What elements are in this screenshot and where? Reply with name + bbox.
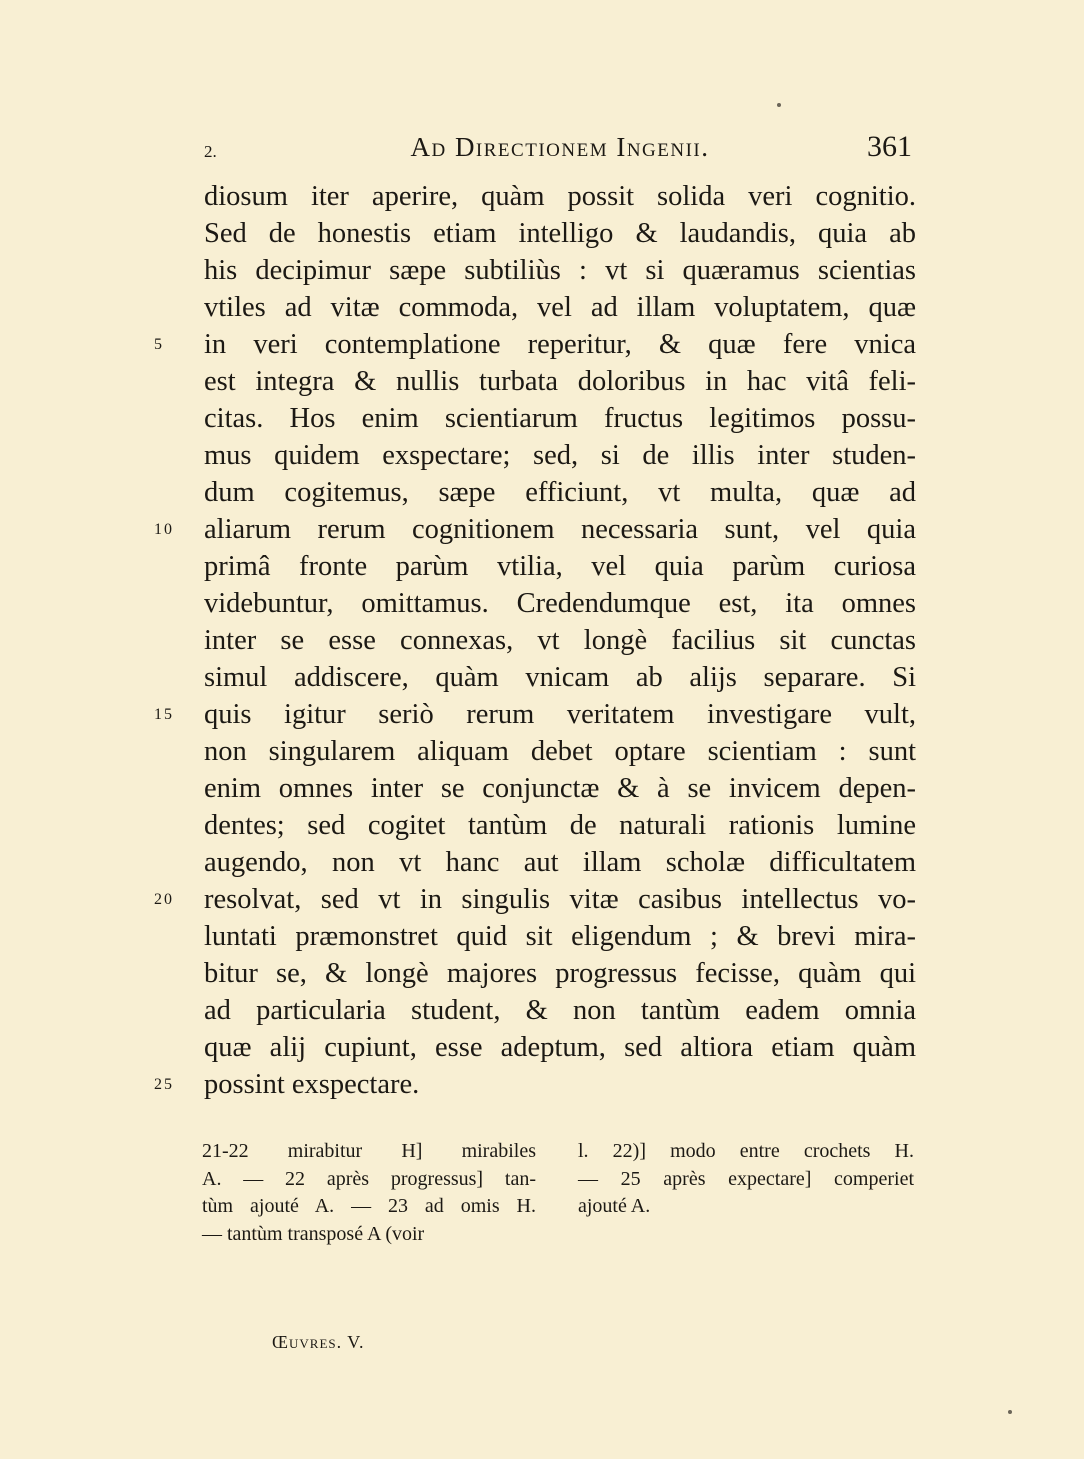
line-number: 10 bbox=[154, 521, 174, 538]
text-line bbox=[204, 585, 916, 622]
text-line bbox=[204, 548, 916, 585]
line-text: resolvat, sed vt in singulis vitæ casibus intellectus vo- bbox=[204, 884, 916, 915]
text-line bbox=[204, 955, 916, 992]
text-line bbox=[204, 770, 916, 807]
text-line bbox=[204, 252, 916, 289]
line-number: 25 bbox=[154, 1076, 174, 1093]
text-line bbox=[204, 363, 916, 400]
page-number: 361 bbox=[867, 130, 912, 163]
line-text: simul addiscere, quàm vnicam ab alijs separare. Si bbox=[204, 662, 916, 693]
text-line bbox=[204, 289, 916, 326]
text-line bbox=[204, 918, 916, 955]
body-text bbox=[154, 178, 916, 1103]
line-text: videbuntur, omittamus. Credendumque est, ita omnes bbox=[204, 588, 916, 619]
line-text: dentes; sed cogitet tantùm de naturali rationis lumine bbox=[204, 810, 916, 841]
line-text: vtiles ad vitæ commoda, vel ad illam voluptatem, quæ bbox=[204, 292, 916, 323]
line-number: 5 bbox=[154, 336, 164, 353]
text-line bbox=[204, 1029, 916, 1066]
line-text: mus quidem exspectare; sed, si de illis inter studen- bbox=[204, 440, 916, 471]
line-text: luntati præmonstret quid sit eligendum ; & brevi mira- bbox=[204, 921, 916, 952]
footnotes-right-column bbox=[578, 1138, 914, 1221]
text-line bbox=[204, 622, 916, 659]
text-line bbox=[204, 215, 916, 252]
text-line bbox=[154, 326, 916, 363]
line-text: citas. Hos enim scientiarum fructus legitimos possu- bbox=[204, 403, 916, 434]
text-line bbox=[204, 992, 916, 1029]
line-text: enim omnes inter se conjunctæ & à se invicem depen- bbox=[204, 773, 916, 804]
text-line bbox=[204, 659, 916, 696]
line-text: quæ alij cupiunt, esse adeptum, sed altiora etiam quàm bbox=[204, 1032, 916, 1063]
line-text: primâ fronte parùm vtilia, vel quia parùm curiosa bbox=[204, 551, 916, 582]
speck-mark bbox=[1008, 1410, 1012, 1414]
line-text: diosum iter aperire, quàm possit solida veri cognitio. bbox=[204, 181, 916, 212]
line-number: 15 bbox=[154, 706, 174, 723]
text-line bbox=[204, 733, 916, 770]
line-text: dum cogitemus, sæpe efficiunt, vt multa, quæ ad bbox=[204, 477, 916, 508]
text-line bbox=[204, 178, 916, 215]
footnote-line: A. — 22 après progressus] tan- bbox=[202, 1167, 536, 1190]
line-text: inter se esse connexas, vt longè facilius sit cunctas bbox=[204, 625, 916, 656]
footnotes-left-column bbox=[202, 1138, 536, 1248]
footnote-line: 21-22 mirabitur H] mirabiles bbox=[202, 1140, 536, 1162]
line-text: his decipimur sæpe subtiliùs : vt si quæramus scientias bbox=[204, 255, 916, 286]
footnote-line: tùm ajouté A. — 23 ad omis H. bbox=[202, 1195, 536, 1217]
text-line bbox=[204, 844, 916, 881]
footnote-line: — tantùm transposé A (voir bbox=[202, 1222, 425, 1245]
line-text: bitur se, & longè majores progressus fecisse, quàm qui bbox=[204, 958, 916, 989]
text-line bbox=[154, 881, 916, 918]
line-text: non singularem aliquam debet optare scientiam : sunt bbox=[204, 736, 916, 767]
text-line bbox=[154, 511, 916, 548]
text-line bbox=[154, 696, 916, 733]
line-text: augendo, non vt hanc aut illam scholæ difficultatem bbox=[204, 847, 916, 878]
footnote-line: ajouté A. bbox=[578, 1195, 651, 1217]
text-line bbox=[204, 807, 916, 844]
page-header bbox=[204, 130, 916, 170]
line-text: aliarum rerum cognitionem necessaria sunt, vel quia bbox=[204, 514, 916, 545]
line-text: Sed de honestis etiam intelligo & laudandis, quia ab bbox=[204, 218, 916, 249]
text-line bbox=[154, 1066, 916, 1103]
text-line bbox=[204, 437, 916, 474]
line-text: ad particularia student, & non tantùm eadem omnia bbox=[204, 995, 916, 1026]
line-text: in veri contemplatione reperitur, & quæ fere vnica bbox=[204, 329, 916, 360]
signature-mark: 2. bbox=[204, 142, 217, 161]
footer-signature: Œuvres. V. bbox=[272, 1332, 365, 1352]
line-text: possint exspectare. bbox=[204, 1069, 420, 1100]
text-line bbox=[204, 474, 916, 511]
footnote-line: — 25 après expectare] comperiet bbox=[578, 1167, 914, 1190]
line-text: est integra & nullis turbata doloribus in hac vitâ feli- bbox=[204, 366, 916, 397]
running-title: Ad Directionem Ingenii. bbox=[410, 132, 710, 162]
line-text: quis igitur seriò rerum veritatem investigare vult, bbox=[204, 699, 916, 730]
line-number: 20 bbox=[154, 891, 174, 908]
speck-mark bbox=[777, 103, 781, 107]
text-line bbox=[204, 400, 916, 437]
footnote-line: l. 22)] modo entre crochets H. bbox=[578, 1140, 914, 1162]
